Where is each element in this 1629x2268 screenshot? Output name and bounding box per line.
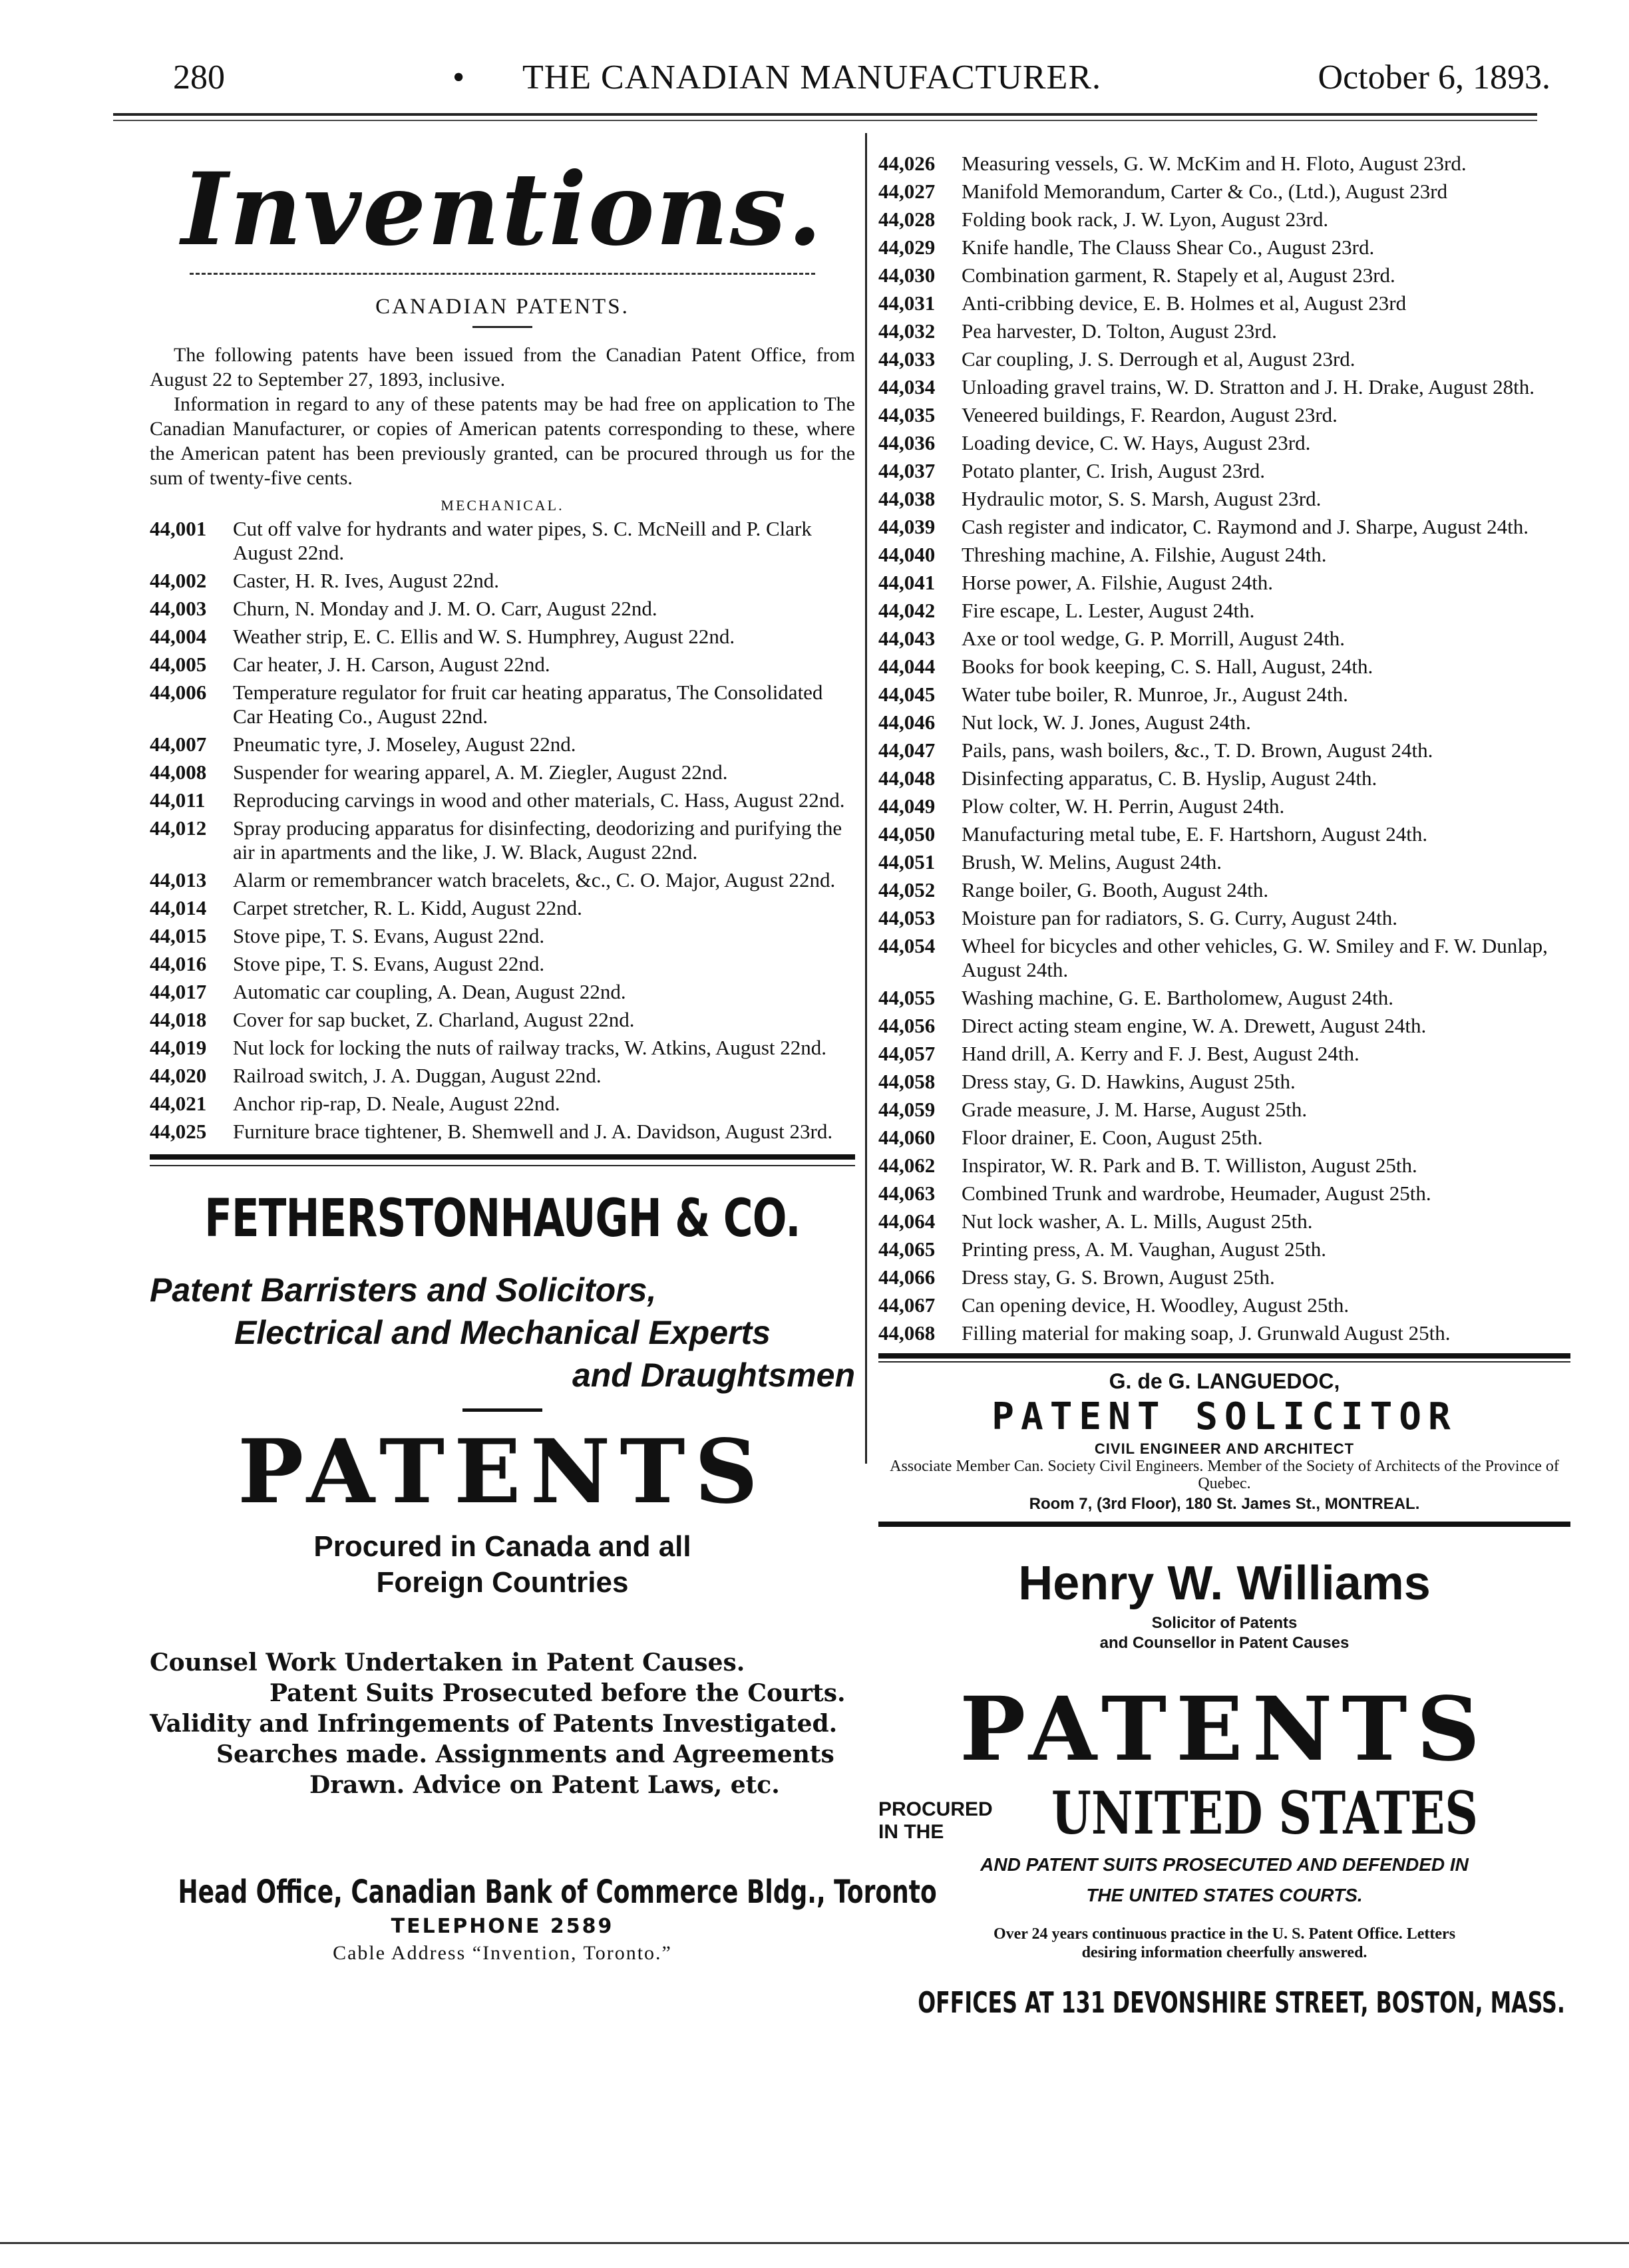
patent-entry [150,681,855,729]
patent-number: 44,050 [878,822,936,846]
patent-description: Washing machine, G. E. Bartholomew, August 24th. [962,986,1393,1009]
languedoc-title: PATENT SOLICITOR [992,1395,1457,1438]
patent-entry [150,569,855,593]
patent-entry [150,625,855,649]
patent-entry [878,878,1570,902]
patent-entry [878,683,1570,707]
williams-suits-1: AND PATENT SUITS PROSECUTED AND DEFENDED IN [980,1854,1469,1875]
languedoc-memberships: Associate Member Can. Society Civil Engineers. Member of the Society of Architects of the Province of Quebec. [890,1458,1559,1492]
patent-number: 44,063 [878,1182,936,1205]
head-office-address: Head Office, Canadian Bank of Commerce Bldg., Toronto [178,1873,937,1911]
williams-sub-2: and Counsellor in Patent Causes [1099,1634,1350,1652]
cable-address: Cable Address “Invention, Toronto.” [333,1942,672,1964]
patent-number: 44,018 [150,1008,207,1031]
patent-number: 44,064 [878,1210,936,1233]
patent-entry [150,1008,855,1032]
patent-description: Reproducing carvings in wood and other materials, C. Hass, August 22nd. [233,788,845,812]
patent-entry [878,375,1570,399]
patent-entry [878,1126,1570,1150]
patent-entry [878,1237,1570,1261]
williams-procured [878,1798,993,1844]
patent-description: Temperature regulator for fruit car heating apparatus, The Consolidated Car Heating Co., August 22nd. [233,681,823,728]
patent-number: 44,032 [878,319,936,343]
patent-description: Car heater, J. H. Carson, August 22nd. [233,653,550,676]
patent-description: Books for book keeping, C. S. Hall, August, 24th. [962,655,1373,678]
services-line-1: Counsel Work Undertaken in Patent Causes. [150,1649,745,1677]
right-ad-separator-rule-2 [878,1522,1570,1527]
williams-advertisement [878,1553,1570,2020]
patent-number: 44,068 [878,1321,936,1345]
patent-number: 44,039 [878,515,936,538]
patent-entry [878,794,1570,818]
patent-list-left [150,517,855,1144]
patent-entry [878,906,1570,930]
patent-number: 44,066 [878,1265,936,1289]
patent-number: 44,053 [878,906,936,929]
patent-entry [150,1092,855,1116]
patent-description: Pails, pans, wash boilers, &c., T. D. Brown, August 24th. [962,738,1433,762]
services-line-3: Validity and Infringements of Patents Investigated. [150,1710,838,1738]
patent-description: Direct acting steam engine, W. A. Drewett, August 24th. [962,1014,1427,1037]
section-title: CANADIAN PATENTS. [375,295,630,319]
patent-description: Pneumatic tyre, J. Moseley, August 22nd. [233,732,576,756]
patent-entry [878,571,1570,595]
patent-entry [878,291,1570,315]
patent-entry [878,599,1570,623]
patent-number: 44,001 [150,517,207,540]
patent-entry [878,1293,1570,1317]
patent-description: Plow colter, W. H. Perrin, August 24th. [962,794,1285,818]
patent-entry [150,924,855,948]
patent-description: Anchor rip-rap, D. Neale, August 22nd. [233,1092,560,1115]
patent-number: 44,017 [150,980,207,1003]
patent-list-right [878,152,1570,1345]
patent-description: Weather strip, E. C. Ellis and W. S. Humphrey, August 22nd. [233,625,735,648]
patent-description: Hand drill, A. Kerry and F. J. Best, August 24th. [962,1042,1359,1065]
patent-description: Combined Trunk and wardrobe, Heumader, August 25th. [962,1182,1431,1205]
patent-entry [878,766,1570,790]
patent-number: 44,057 [878,1042,936,1065]
williams-procured-row [878,1780,1570,1846]
patent-entry [878,319,1570,343]
patent-description: Brush, W. Melins, August 24th. [962,850,1222,874]
williams-sub-1: Solicitor of Patents [1151,1614,1298,1632]
languedoc-advertisement [878,1369,1570,1514]
patent-number: 44,029 [878,236,936,259]
patent-entry [878,738,1570,762]
patent-description: Combination garment, R. Stapely et al, August 23rd. [962,263,1395,287]
patent-description: Filling material for making soap, J. Grunwald August 25th. [962,1321,1451,1345]
firm-name: FETHERSTONHAUGH & CO. [204,1189,801,1249]
patent-number: 44,044 [878,655,936,678]
patent-entry [150,868,855,892]
patent-description: Automatic car coupling, A. Dean, August 22nd. [233,980,626,1003]
patent-number: 44,013 [150,868,207,891]
patent-number: 44,035 [878,403,936,426]
patent-entry [878,1182,1570,1206]
heading-dashed-rule [190,273,815,275]
column-divider [865,133,867,1464]
services-line-2: Patent Suits Prosecuted before the Courts. [270,1679,846,1707]
patent-number: 44,054 [878,934,936,957]
patent-number: 44,026 [878,152,936,175]
patent-entry [878,934,1570,982]
patent-number: 44,060 [878,1126,936,1149]
patent-number: 44,020 [150,1064,207,1087]
patent-description: Measuring vessels, G. W. McKim and H. Floto, August 23rd. [962,152,1467,175]
mechanical-subhead: MECHANICAL. [441,497,564,514]
languedoc-profession: CIVIL ENGINEER AND ARCHITECT [1094,1440,1355,1457]
patent-description: Carpet stretcher, R. L. Kidd, August 22nd. [233,896,582,919]
patent-number: 44,004 [150,625,207,648]
services-line-5: Drawn. Advice on Patent Laws, etc. [309,1771,780,1799]
header-rule [113,113,1537,116]
patent-number: 44,028 [878,208,936,231]
patent-number: 44,033 [878,347,936,371]
patent-number: 44,062 [878,1154,936,1177]
patent-number: 44,014 [150,896,207,919]
williams-united-states: UNITED STATES [1051,1778,1478,1848]
patent-description: Cover for sap bucket, Z. Charland, August 22nd. [233,1008,635,1031]
section-short-rule [472,326,532,328]
patent-description: Manifold Memorandum, Carter & Co., (Ltd.), August 23rd [962,180,1448,203]
patent-description: Potato planter, C. Irish, August 23rd. [962,459,1265,482]
patent-entry [878,1154,1570,1178]
running-head [146,55,1550,108]
issue-date: October 6, 1893. [1318,59,1550,96]
patent-number: 44,046 [878,711,936,734]
patent-number: 44,016 [150,952,207,975]
right-ad-separator-thin-rule [878,1361,1570,1363]
bottom-rule [0,2242,1629,2244]
patent-entry [878,711,1570,734]
patent-entry [878,655,1570,679]
williams-name: Henry W. Williams [1018,1557,1431,1610]
patent-number: 44,036 [878,431,936,454]
patent-description: Folding book rack, J. W. Lyon, August 23rd. [962,208,1329,231]
patent-entry [878,543,1570,567]
tagline-line-1: Patent Barristers and Solicitors, [150,1271,657,1309]
patent-entry [878,515,1570,539]
patent-number: 44,067 [878,1293,936,1317]
patent-entry [878,627,1570,651]
williams-patents-banner: PATENTS [960,1678,1489,1781]
patent-description: Car coupling, J. S. Derrough et al, August 23rd. [962,347,1356,371]
publication-title: THE CANADIAN MANUFACTURER. [522,59,1102,96]
patent-entry [878,431,1570,455]
tagline-line-2: Electrical and Mechanical Experts [234,1314,771,1351]
patent-entry [150,952,855,976]
patent-entry [150,653,855,677]
patent-description: Water tube boiler, R. Munroe, Jr., August 24th. [962,683,1348,706]
patent-description: Hydraulic motor, S. S. Marsh, August 23rd. [962,487,1322,510]
patent-description: Inspirator, W. R. Park and B. T. Williston, August 25th. [962,1154,1417,1177]
patent-entry [878,1265,1570,1289]
williams-procured-1: PROCURED [878,1798,993,1820]
patent-description: Axe or tool wedge, G. P. Morrill, August 24th. [962,627,1346,650]
patent-entry [878,1210,1570,1233]
patent-entry [150,788,855,812]
patent-description: Unloading gravel trains, W. D. Stratton and J. H. Drake, August 28th. [962,375,1535,399]
languedoc-address: Room 7, (3rd Floor), 180 St. James St., MONTREAL. [1029,1495,1420,1513]
patent-number: 44,048 [878,766,936,790]
patent-description: Veneered buildings, F. Reardon, August 23rd. [962,403,1338,426]
patent-entry [150,732,855,756]
patent-number: 44,007 [150,732,207,756]
intro-paragraph-1: The following patents have been issued from the Canadian Patent Office, from August 22 to September 27, 1893, inclusive. [150,344,855,391]
patent-number: 44,059 [878,1098,936,1121]
patent-description: Printing press, A. M. Vaughan, August 25th. [962,1237,1326,1261]
patent-entry [878,347,1570,371]
patent-entry [878,459,1570,483]
patent-description: Loading device, C. W. Hays, August 23rd. [962,431,1311,454]
patent-description: Suspender for wearing apparel, A. M. Ziegler, August 22nd. [233,760,728,784]
services-line-4: Searches made. Assignments and Agreements [216,1740,834,1768]
patent-number: 44,055 [878,986,936,1009]
patent-entry [150,760,855,784]
patent-entry [878,180,1570,204]
patent-description: Manufacturing metal tube, E. F. Hartshorn, August 24th. [962,822,1428,846]
patent-number: 44,043 [878,627,936,650]
patent-number: 44,031 [878,291,936,315]
patent-entry [150,1120,855,1144]
patent-number: 44,045 [878,683,936,706]
williams-offices: OFFICES AT 131 DEVONSHIRE STREET, BOSTON, MASS. [918,1986,1565,2020]
patent-description: Grade measure, J. M. Harse, August 25th. [962,1098,1308,1121]
patent-description: Knife handle, The Clauss Shear Co., August 23rd. [962,236,1375,259]
patent-entry [878,152,1570,176]
patent-entry [878,236,1570,259]
header-bullet: • [452,59,465,96]
patent-number: 44,011 [150,788,206,812]
williams-practice-2: desiring information cheerfully answered. [1081,1944,1367,1961]
patent-number: 44,038 [878,487,936,510]
patent-entry [878,1098,1570,1122]
patent-entry [150,1036,855,1060]
patent-entry [878,208,1570,232]
patent-number: 44,042 [878,599,936,622]
patent-entry [878,850,1570,874]
patent-entry [878,1321,1570,1345]
patent-description: Alarm or remembrancer watch bracelets, &c., C. O. Major, August 22nd. [233,868,836,891]
patent-number: 44,025 [150,1120,207,1143]
patent-description: Stove pipe, T. S. Evans, August 22nd. [233,952,545,975]
patent-number: 44,051 [878,850,936,874]
right-column [878,152,1570,2020]
ad-separator-rule [150,1154,855,1160]
patent-description: Nut lock washer, A. L. Mills, August 25th. [962,1210,1313,1233]
patent-description: Moisture pan for radiators, S. G. Curry, August 24th. [962,906,1397,929]
patent-description: Anti-cribbing device, E. B. Holmes et al, August 23rd [962,291,1407,315]
ad-separator-thin-rule [150,1165,855,1166]
williams-practice-1: Over 24 years continuous practice in the U. S. Patent Office. Letters [993,1925,1456,1943]
patent-entry [150,896,855,920]
procured-line-2: Foreign Countries [376,1566,629,1599]
patent-description: Pea harvester, D. Tolton, August 23rd. [962,319,1277,343]
telephone-number: TELEPHONE 2589 [391,1915,614,1938]
patent-number: 44,027 [878,180,936,203]
williams-suits-2: THE UNITED STATES COURTS. [1086,1885,1363,1905]
patent-number: 44,037 [878,459,936,482]
patent-entry [150,980,855,1004]
patent-number: 44,002 [150,569,207,592]
patent-number: 44,003 [150,597,207,620]
patent-description: Threshing machine, A. Filshie, August 24th. [962,543,1327,566]
languedoc-name: G. de G. LANGUEDOC, [1109,1369,1340,1393]
patent-number: 44,030 [878,263,936,287]
patent-description: Can opening device, H. Woodley, August 25th. [962,1293,1350,1317]
patent-entry [878,263,1570,287]
patent-entry [878,487,1570,511]
patent-description: Range boiler, G. Booth, August 24th. [962,878,1269,901]
patent-entry [878,1014,1570,1038]
patents-banner: PATENTS [238,1420,767,1524]
patent-description: Railroad switch, J. A. Duggan, August 22nd. [233,1064,602,1087]
patent-description: Cash register and indicator, C. Raymond and J. Sharpe, August 24th. [962,515,1529,538]
patent-number: 44,041 [878,571,936,594]
patent-number: 44,019 [150,1036,207,1059]
patent-description: Floor drainer, E. Coon, August 25th. [962,1126,1263,1149]
patent-description: Churn, N. Monday and J. M. O. Carr, August 22nd. [233,597,657,620]
patent-description: Spray producing apparatus for disinfecting, deodorizing and purifying the air in apartments and the like, J. W. Black, August 22nd. [233,816,842,864]
patent-entry [878,1070,1570,1094]
services-block [150,1647,855,1800]
header-rule-thin [113,120,1537,121]
patent-entry [878,822,1570,846]
patent-number: 44,006 [150,681,207,704]
patent-number: 44,012 [150,816,207,840]
intro-paragraph-2: Information in regard to any of these patents may be had free on application to The Canadian Manufacturer, or copies of American patents corresponding to these, where the American patent has been previously granted, can be procured through us for the sum of twenty-five cents. [150,393,855,489]
patent-number: 44,015 [150,924,207,947]
page-number: 280 [173,59,225,96]
patent-description: Stove pipe, T. S. Evans, August 22nd. [233,924,545,947]
patent-number: 44,047 [878,738,936,762]
patent-number: 44,005 [150,653,207,676]
patent-description: Caster, H. R. Ives, August 22nd. [233,569,500,592]
patent-number: 44,021 [150,1092,207,1115]
patent-number: 44,056 [878,1014,936,1037]
inventions-heading: Inventions. [181,151,824,268]
patent-number: 44,034 [878,375,936,399]
patent-description: Cut off valve for hydrants and water pipes, S. C. McNeill and P. Clark August 22nd. [233,517,812,564]
patent-description: Horse power, A. Filshie, August 24th. [962,571,1274,594]
patent-entry [878,403,1570,427]
ad-short-bar [462,1408,542,1412]
patent-description: Nut lock, W. J. Jones, August 24th. [962,711,1251,734]
patent-number: 44,058 [878,1070,936,1093]
patent-entry [150,816,855,864]
patent-entry [150,597,855,621]
patent-entry [878,1042,1570,1066]
patent-number: 44,065 [878,1237,936,1261]
patent-description: Dress stay, G. D. Hawkins, August 25th. [962,1070,1296,1093]
patent-number: 44,040 [878,543,936,566]
procured-line-1: Procured in Canada and all [313,1530,691,1563]
patent-description: Fire escape, L. Lester, August 24th. [962,599,1255,622]
patent-number: 44,008 [150,760,207,784]
patent-description: Furniture brace tightener, B. Shemwell and J. A. Davidson, August 23rd. [233,1120,833,1143]
patent-description: Wheel for bicycles and other vehicles, G. W. Smiley and F. W. Dunlap, August 24th. [962,934,1548,981]
patent-entry [150,517,855,565]
patent-entry [150,1064,855,1088]
patent-number: 44,052 [878,878,936,901]
williams-procured-2: IN THE [878,1821,944,1843]
patent-description: Disinfecting apparatus, C. B. Hyslip, August 24th. [962,766,1377,790]
right-ad-separator-rule [878,1353,1570,1359]
intro-text [150,343,855,490]
patent-entry [878,986,1570,1010]
patent-number: 44,049 [878,794,936,818]
tagline-line-3: and Draughtsmen [572,1357,855,1394]
patent-description: Nut lock for locking the nuts of railway tracks, W. Atkins, August 22nd. [233,1036,827,1059]
patent-description: Dress stay, G. S. Brown, August 25th. [962,1265,1275,1289]
